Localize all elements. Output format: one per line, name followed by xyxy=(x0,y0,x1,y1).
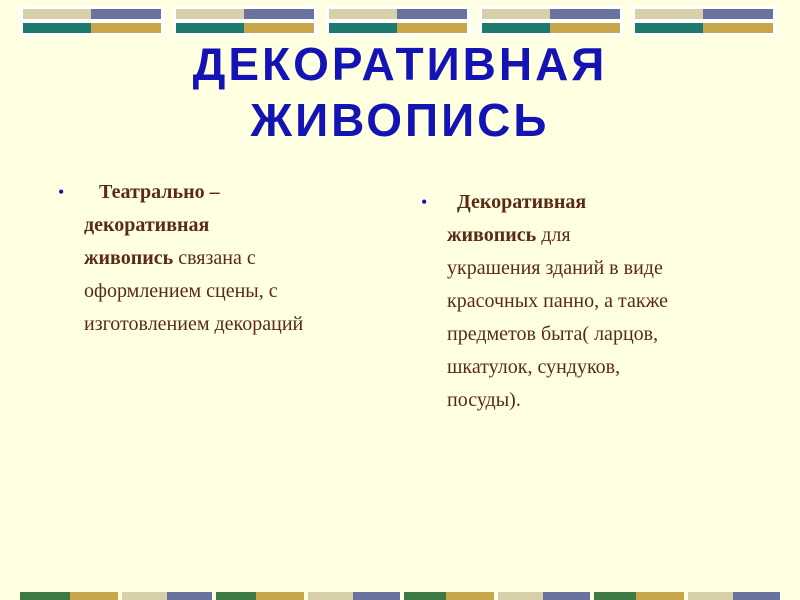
bullet-icon: • xyxy=(58,182,65,202)
right-line-3: украшения зданий в виде xyxy=(447,257,663,279)
left-bold-line-1: Театрально – xyxy=(99,181,220,203)
right-bold-line-1: Декоративная xyxy=(457,191,587,213)
right-line-7: посуды). xyxy=(447,389,521,411)
left-line-4: оформлением сцены, с xyxy=(84,280,278,302)
left-bold-line-2: декоративная xyxy=(84,214,210,236)
bullet-icon: • xyxy=(421,192,428,212)
left-bold-line-3: живопись xyxy=(84,247,174,269)
left-bullet-text xyxy=(58,176,384,341)
right-line-6: шкатулок, сундуков, xyxy=(447,356,621,378)
page-title xyxy=(0,36,800,148)
bottom-decorative-band xyxy=(0,588,800,600)
left-line-5: изготовлением декораций xyxy=(84,313,304,335)
title-line-1: ДЕКОРАТИВНАЯ xyxy=(192,38,608,90)
left-line-3-rest: связана с xyxy=(173,247,256,269)
right-line-2-rest: для xyxy=(536,224,571,246)
decorative-tile xyxy=(173,6,318,36)
title-line-2: ЖИВОПИСЬ xyxy=(250,94,550,146)
right-bullet-text xyxy=(421,186,747,417)
decorative-tile xyxy=(20,6,165,36)
right-line-5: предметов быта( ларцов, xyxy=(447,323,659,345)
decorative-tile xyxy=(326,6,471,36)
right-line-4: красочных панно, а также xyxy=(447,290,669,312)
decorative-tile xyxy=(632,6,777,36)
decorative-tile xyxy=(479,6,624,36)
right-bold-line-2: живопись xyxy=(447,224,537,246)
